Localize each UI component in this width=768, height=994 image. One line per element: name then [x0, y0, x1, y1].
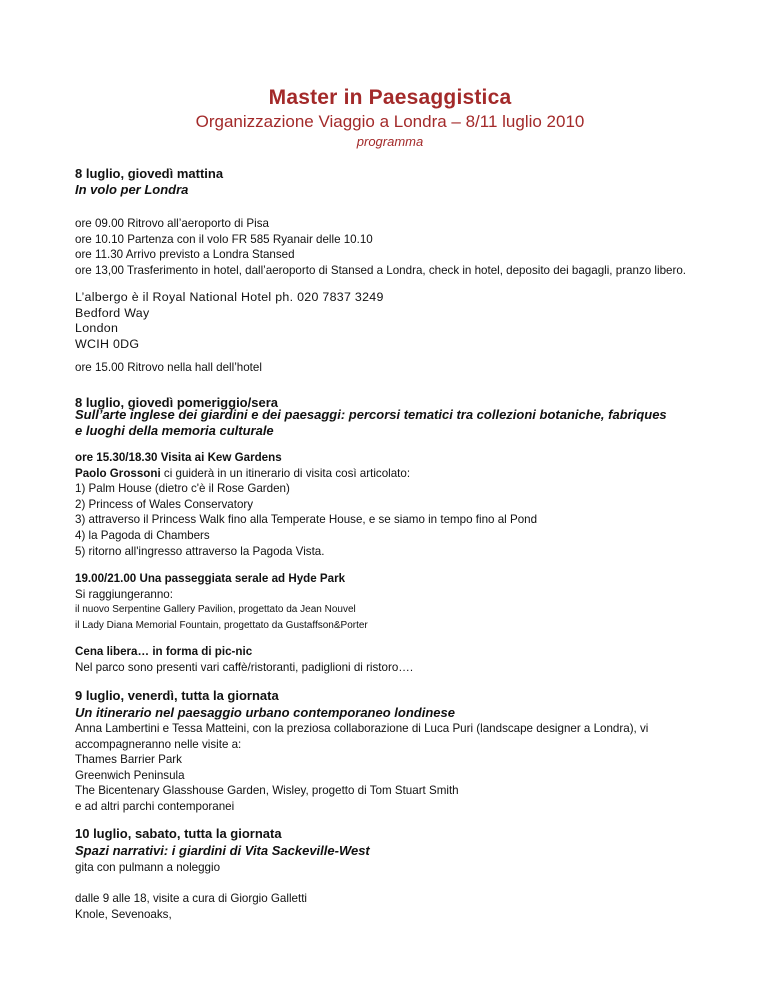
hyde-item: il Lady Diana Memorial Fountain, progettato da Gustaffson&Porter: [75, 619, 368, 631]
schedule-line: ore 13,00 Trasferimento in hotel, dall’aeroporto di Stansed a Londra, check in hotel, deposito dei bagagli, pranzo libero.: [75, 263, 686, 277]
day2-line: accompagneranno nelle visite a:: [75, 737, 242, 751]
day1-afternoon-heading: 8 luglio, giovedì pomeriggio/sera: [75, 395, 278, 410]
day3-theme: Spazi narrativi: i giardini di Vita Sackeville-West: [75, 843, 370, 858]
document-title: Master in Paesaggistica: [268, 86, 512, 109]
dinner-title: Cena libera… in forma di pic-nic: [75, 645, 253, 658]
meeting-line: ore 15.00 Ritrovo nella hall dell’hotel: [75, 361, 262, 374]
hyde-item: il nuovo Serpentine Gallery Pavilion, progettato da Jean Nouvel: [75, 604, 356, 616]
day2-theme: Un itinerario nel paesaggio urbano contemporaneo londinese: [75, 705, 455, 720]
kew-item: 4) la Pagoda di Chambers: [75, 529, 210, 542]
document-subtitle: Organizzazione Viaggio a Londra – 8/11 luglio 2010: [195, 112, 585, 131]
schedule-line: ore 09.00 Ritrovo all’aeroporto di Pisa: [75, 217, 269, 230]
day2-line: e ad altri parchi contemporanei: [75, 800, 235, 813]
dinner-text: Nel parco sono presenti vari caffè/ristoranti, padiglioni di ristoro….: [75, 660, 414, 674]
kew-item: 3) attraverso il Princess Walk fino alla Temperate House, e se siamo in tempo fino al Pond: [75, 513, 538, 527]
day3-line: dalle 9 alle 18, visite a cura di Giorgio Galletti: [75, 892, 307, 905]
day3-line: Knole, Sevenoaks,: [75, 907, 172, 921]
guide-line: [75, 466, 410, 482]
hyde-title: 19.00/21.00 Una passeggiata serale ad Hyde Park: [75, 572, 346, 585]
day1-afternoon-theme: Sull’arte inglese dei giardini e dei paesaggi: percorsi tematici tra collezioni botaniche, fabriques e luoghi della memoria culturale: [75, 407, 667, 438]
day3-heading: 10 luglio, sabato, tutta la giornata: [75, 826, 282, 841]
day1-morning-theme: In volo per Londra: [75, 182, 189, 197]
program-label: programma: [356, 134, 424, 149]
schedule-line: ore 11.30 Arrivo previsto a Londra Stansed: [75, 248, 295, 262]
kew-item: 2) Princess of Wales Conservatory: [75, 497, 254, 511]
kew-item: 1) Palm House (dietro c'è il Rose Garden): [75, 482, 290, 496]
hyde-intro: Si raggiungeranno:: [75, 587, 173, 601]
hotel-line: Bedford Way: [75, 305, 150, 320]
day2-heading: 9 luglio, venerdì, tutta la giornata: [75, 688, 279, 703]
day2-line: Thames Barrier Park: [75, 753, 182, 767]
kew-title: ore 15.30/18.30 Visita ai Kew Gardens: [75, 451, 282, 464]
hotel-line: L’albergo è il Royal National Hotel ph. 020 7837 3249: [75, 290, 384, 304]
hotel-line: London: [75, 321, 119, 336]
hotel-line: WCIH 0DG: [75, 336, 140, 351]
day2-line: Greenwich Peninsula: [75, 768, 185, 782]
schedule-line: ore 10.10 Partenza con il volo FR 585 Ryanair delle 10.10: [75, 232, 373, 246]
guide-text: ci guiderà in un itinerario di visita così articolato:: [160, 466, 411, 480]
guide-name: Paolo Grossoni: [75, 466, 161, 480]
day2-line: Anna Lambertini e Tessa Matteini, con la preziosa collaborazione di Luca Puri (landscape designer a Londra), vi: [75, 722, 649, 735]
day2-line: The Bicentenary Glasshouse Garden, Wisley, progetto di Tom Stuart Smith: [75, 784, 459, 798]
day3-transport: gita con pulmann a noleggio: [75, 861, 221, 874]
day1-morning-heading: 8 luglio, giovedì mattina: [75, 166, 224, 181]
kew-item: 5) ritorno all'ingresso attraverso la Pagoda Vista.: [75, 544, 325, 558]
